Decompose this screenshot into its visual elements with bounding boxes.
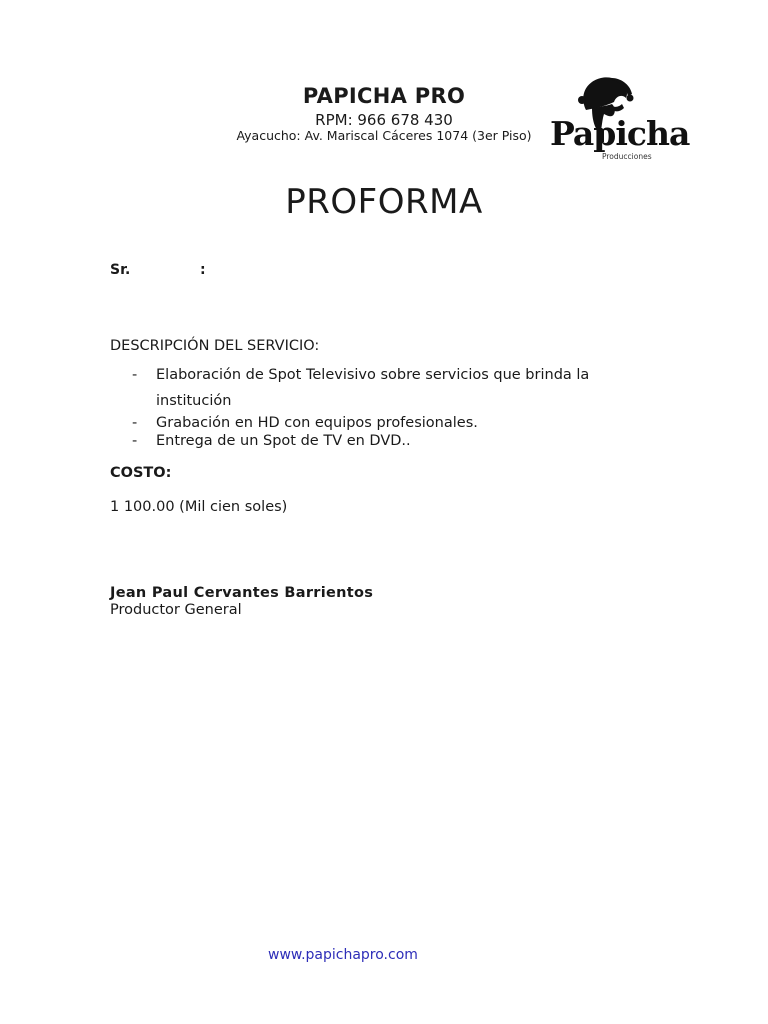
website-link[interactable]: www.papichapro.com [268, 947, 418, 963]
bullet-dash: - [132, 367, 138, 383]
list-item [132, 362, 652, 414]
description-heading: DESCRIPCIÓN DEL SERVICIO: [110, 338, 320, 354]
logo-subtext: Producciones [602, 152, 652, 161]
salutation-label: Sr. [110, 262, 131, 278]
signer-role: Productor General [110, 602, 242, 618]
service-list [132, 362, 652, 450]
cost-value: 1 100.00 (Mil cien soles) [110, 499, 288, 515]
company-logo [546, 70, 690, 166]
service-item-text: Grabación en HD con equipos profesionales. [156, 415, 478, 431]
bullet-dash: - [132, 433, 138, 449]
service-item-text: Elaboración de Spot Televisivo sobre servicios que brinda la institución [156, 367, 590, 409]
company-name: PAPICHA PRO [302, 84, 466, 108]
company-phone: RPM: 966 678 430 [315, 111, 453, 129]
logo-wordmark: Papicha [550, 114, 690, 153]
document-title: PROFORMA [285, 182, 483, 222]
signer-name: Jean Paul Cervantes Barrientos [110, 585, 374, 601]
list-item [132, 414, 652, 432]
bullet-dash: - [132, 415, 138, 431]
list-item [132, 432, 652, 450]
company-address: Ayacucho: Av. Mariscal Cáceres 1074 (3er Piso) [236, 128, 532, 143]
salutation-colon: : [200, 262, 206, 278]
cost-heading: COSTO: [110, 465, 172, 481]
service-item-text: Entrega de un Spot de TV en DVD.. [156, 433, 411, 449]
